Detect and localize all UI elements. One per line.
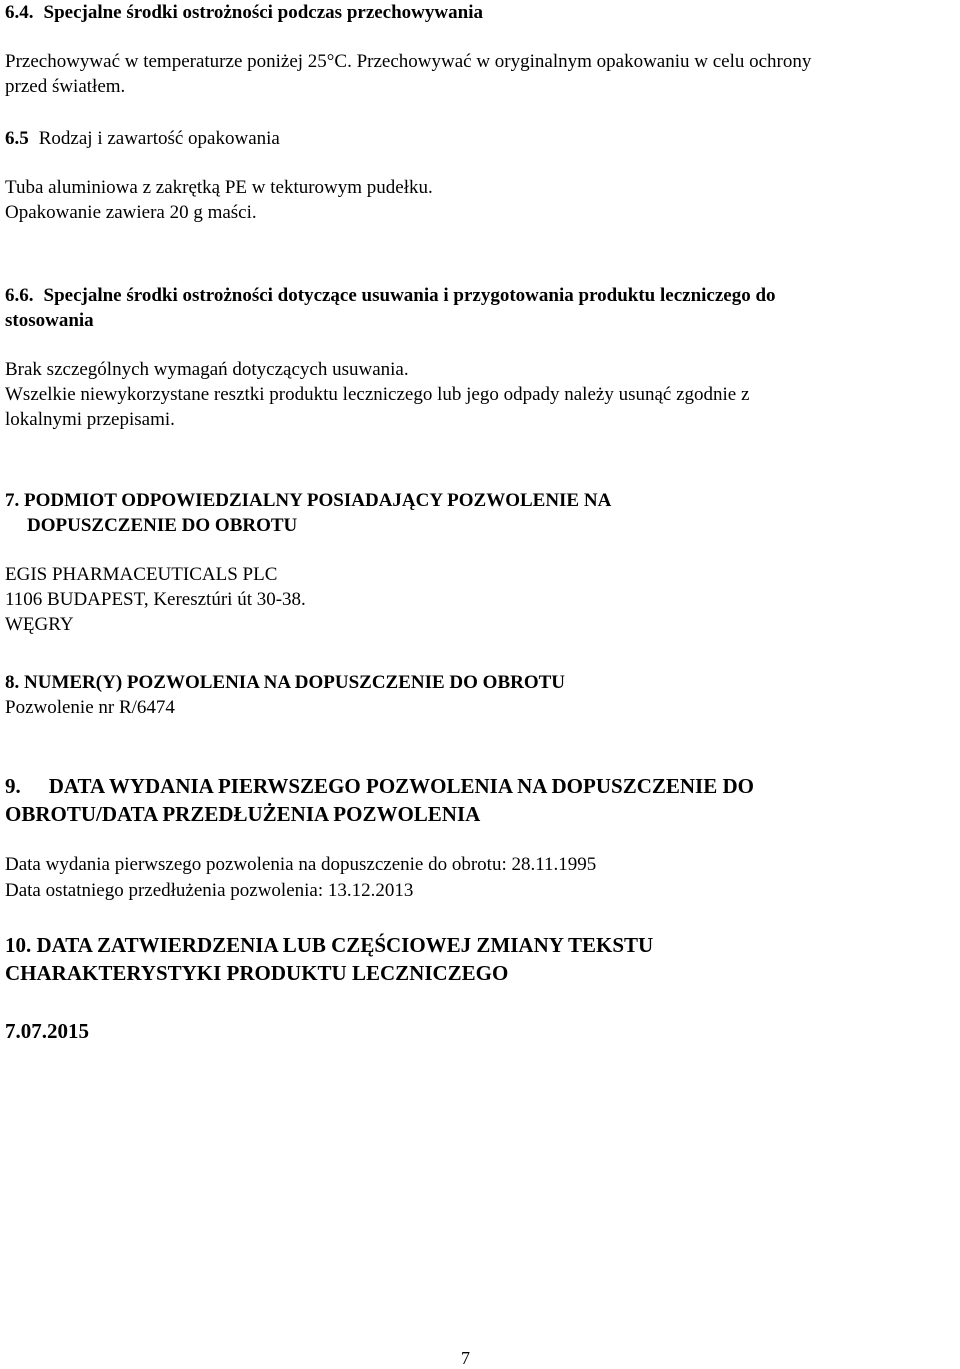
section-6-6-number: 6.6. (5, 285, 34, 306)
section-9-body (5, 852, 957, 904)
section-6-5-heading (5, 126, 957, 151)
section-7-heading-line-1: 7. PODMIOT ODPOWIEDZIALNY POSIADAJĄCY POZWOLENIE NA (5, 490, 612, 511)
section-6-5-line-1: Tuba aluminiowa z zakrętką PE w tekturowym pudełku. (5, 177, 433, 198)
section-9-line-1: Data wydania pierwszego pozwolenia na dopuszczenie do obrotu: 28.11.1995 (5, 854, 597, 875)
section-6-4 (5, 0, 957, 99)
section-8 (5, 670, 957, 720)
section-7-line-1: EGIS PHARMACEUTICALS PLC (5, 564, 278, 585)
section-7 (5, 488, 957, 637)
section-6-4-title: Specjalne środki ostrożności podczas przechowywania (43, 2, 483, 23)
section-6-6-heading-line-2: stosowania (5, 310, 94, 331)
section-9-heading-line-1 (5, 772, 957, 800)
section-6-5-line-2: Opakowanie zawiera 20 g maści. (5, 202, 257, 223)
section-10-date: 7.07.2015 (5, 1019, 89, 1043)
section-8-line-1: Pozwolenie nr R/6474 (5, 697, 175, 718)
section-10 (5, 931, 957, 1045)
section-6-6-title: Specjalne środki ostrożności dotyczące usuwania i przygotowania produktu leczniczego do (43, 285, 776, 306)
section-7-heading-line-2: DOPUSZCZENIE DO OBROTU (27, 515, 298, 536)
section-6-6 (5, 283, 957, 432)
section-6-6-heading-line-1 (5, 283, 957, 308)
section-7-line-2: 1106 BUDAPEST, Keresztúri út 30-38. (5, 589, 306, 610)
section-6-4-line-2: przed światłem. (5, 76, 126, 97)
section-9 (5, 772, 957, 828)
section-7-line-3: WĘGRY (5, 614, 74, 635)
page-number: 7 (461, 1348, 470, 1368)
section-6-5-number: 6.5 (5, 128, 29, 149)
section-6-4-line-1: Przechowywać w temperaturze poniżej 25°C. Przechowywać w oryginalnym opakowaniu w celu ochrony (5, 51, 812, 72)
section-9-title: DATA WYDANIA PIERWSZEGO POZWOLENIA NA DOPUSZCZENIE DO (48, 774, 754, 798)
section-8-heading: 8. NUMER(Y) POZWOLENIA NA DOPUSZCZENIE DO OBROTU (5, 672, 566, 693)
section-6-4-heading (5, 0, 957, 25)
section-6-6-line-1: Brak szczególnych wymagań dotyczących usuwania. (5, 359, 409, 380)
section-9-heading-line-2: OBROTU/DATA PRZEDŁUŻENIA POZWOLENIA (5, 802, 481, 826)
section-10-heading-line-1: 10. DATA ZATWIERDZENIA LUB CZĘŚCIOWEJ ZMIANY TEKSTU (5, 933, 654, 957)
section-9-line-2: Data ostatniego przedłużenia pozwolenia: 13.12.2013 (5, 880, 414, 901)
section-10-heading-line-2: CHARAKTERYSTYKI PRODUKTU LECZNICZEGO (5, 961, 509, 985)
section-6-5-title: Rodzaj i zawartość opakowania (38, 128, 280, 149)
section-6-6-line-2: Wszelkie niewykorzystane resztki produktu leczniczego lub jego odpady należy usunąć zgodnie z (5, 384, 750, 405)
section-6-6-line-3: lokalnymi przepisami. (5, 409, 175, 430)
section-6-4-number: 6.4. (5, 2, 34, 23)
section-9-number: 9. (5, 774, 21, 798)
section-6-5 (5, 126, 957, 225)
